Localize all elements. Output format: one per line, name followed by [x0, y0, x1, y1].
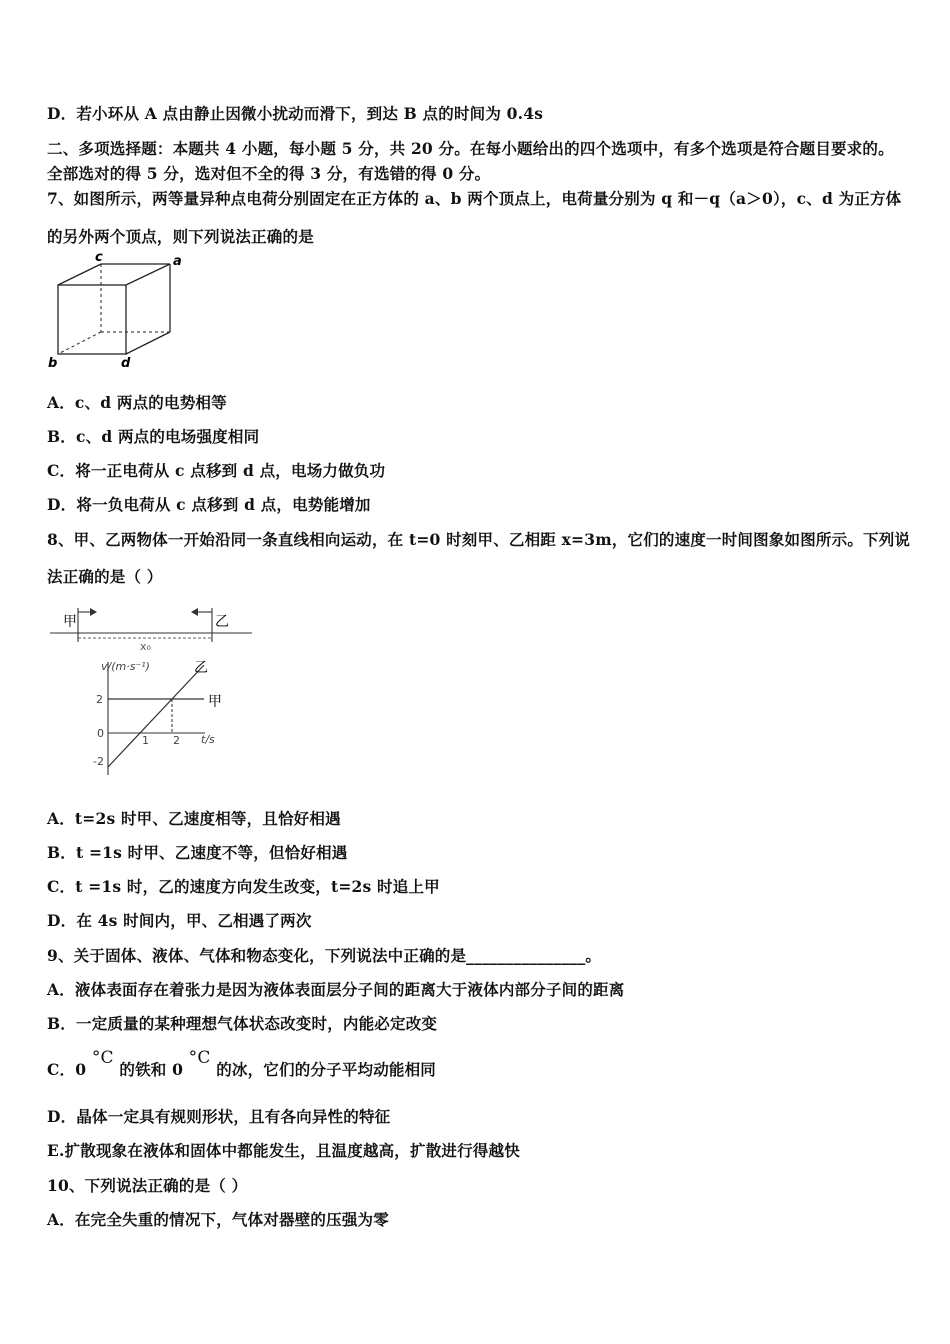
q9-option-d: D．晶体一定具有规则形状，且有各向异性的特征 — [47, 1107, 391, 1126]
q7-option-c: C．将一正电荷从 c 点移到 d 点，电场力做负功 — [47, 461, 386, 480]
cube-figure — [45, 250, 195, 375]
q9-option-c — [47, 1048, 437, 1080]
cube-label-a: a — [173, 254, 182, 269]
yi-arrow-head — [191, 608, 198, 616]
q9-option-c-unit2: °C — [188, 1048, 211, 1068]
tick-label-neg2: -2 — [93, 755, 104, 768]
q8-stem-line2: 法正确的是（ ） — [47, 567, 163, 586]
q10-option-a: A．在完全失重的情况下，气体对器壁的压强为零 — [47, 1210, 389, 1229]
cube-edge-br — [126, 332, 170, 354]
q9-option-c-unit1: °C — [91, 1048, 114, 1068]
cube-edge-tl — [58, 264, 101, 285]
jia-arrow-head — [90, 608, 97, 616]
q7-option-b: B．c、d 两点的电场强度相同 — [47, 427, 260, 446]
q9-option-b: B．一定质量的某种理想气体状态改变时，内能必定改变 — [47, 1014, 438, 1033]
tick-label-t1: 1 — [142, 734, 149, 747]
q8-option-c: C．t =1s 时，乙的速度方向发生改变，t=2s 时追上甲 — [47, 877, 440, 896]
series-label-yi: 乙 — [194, 660, 208, 676]
motion-figure — [45, 600, 260, 785]
q9-option-e: E.扩散现象在液体和固体中都能发生，且温度越高，扩散进行得越快 — [47, 1141, 520, 1160]
tick-label-0: 0 — [97, 727, 104, 740]
cube-hidden-diagonal — [58, 332, 101, 354]
cube-label-b: b — [48, 356, 58, 371]
q9-option-a: A．液体表面存在着张力是因为液体表面层分子间的距离大于液体内部分子间的距离 — [47, 980, 625, 999]
cube-label-c: c — [95, 250, 103, 265]
tick-label-t2: 2 — [173, 734, 180, 747]
q10-stem: 10、下列说法正确的是（ ） — [47, 1176, 248, 1195]
q9-option-c-part1: C．0 — [47, 1060, 87, 1079]
q7-stem-line1: 7、如图所示，两等量异种点电荷分别固定在正方体的 a、b 两个顶点上，电荷量分别为 q 和－q（a＞0），c、d 为正方体 — [47, 189, 902, 208]
q7-option-a: A．c、d 两点的电势相等 — [47, 393, 227, 412]
q9-option-c-part2: 的铁和 0 — [119, 1060, 184, 1079]
track-label-yi: 乙 — [215, 614, 229, 630]
q6-option-d: D．若小环从 A 点由静止因微小扰动而滑下，到达 B 点的时间为 0.4s — [47, 104, 544, 123]
cube-front-face — [58, 285, 126, 354]
q8-option-b: B．t =1s 时甲、乙速度不等，但恰好相遇 — [47, 843, 348, 862]
q9-option-c-part3: 的冰，它们的分子平均动能相同 — [216, 1060, 437, 1079]
q9-stem: 9、关于固体、液体、气体和物态变化，下列说法中正确的是_______________。 — [47, 946, 602, 965]
t-axis-label: t/s — [201, 733, 215, 746]
series-label-jia: 甲 — [208, 694, 222, 710]
cube-label-d: d — [121, 356, 131, 371]
q8-option-a: A．t=2s 时甲、乙速度相等，且恰好相遇 — [47, 809, 341, 828]
track-label-jia: 甲 — [63, 614, 77, 630]
series-yi-line — [108, 665, 204, 767]
section2-heading-line2: 全部选对的得 5 分，选对但不全的得 3 分，有选错的得 0 分。 — [47, 164, 491, 183]
tick-label-2: 2 — [96, 693, 103, 706]
q7-option-d: D．将一负电荷从 c 点移到 d 点，电势能增加 — [47, 495, 371, 514]
v-axis-label: v/(m·s⁻¹) — [101, 660, 150, 673]
q8-stem-line1: 8、甲、乙两物体一开始沿同一条直线相向运动，在 t=0 时刻甲、乙相距 x=3m，它们的速度一时间图象如图所示。下列说 — [47, 530, 911, 549]
cube-edge-tr — [126, 264, 170, 285]
q8-option-d: D．在 4s 时间内，甲、乙相遇了两次 — [47, 911, 312, 930]
section2-heading-line1: 二、多项选择题：本题共 4 小题，每小题 5 分，共 20 分。在每小题给出的四个选项中，有多个选项是符合题目要求的。 — [47, 139, 894, 158]
q7-stem-line2: 的另外两个顶点，则下列说法正确的是 — [47, 227, 314, 246]
x0-label: x₀ — [140, 640, 151, 653]
